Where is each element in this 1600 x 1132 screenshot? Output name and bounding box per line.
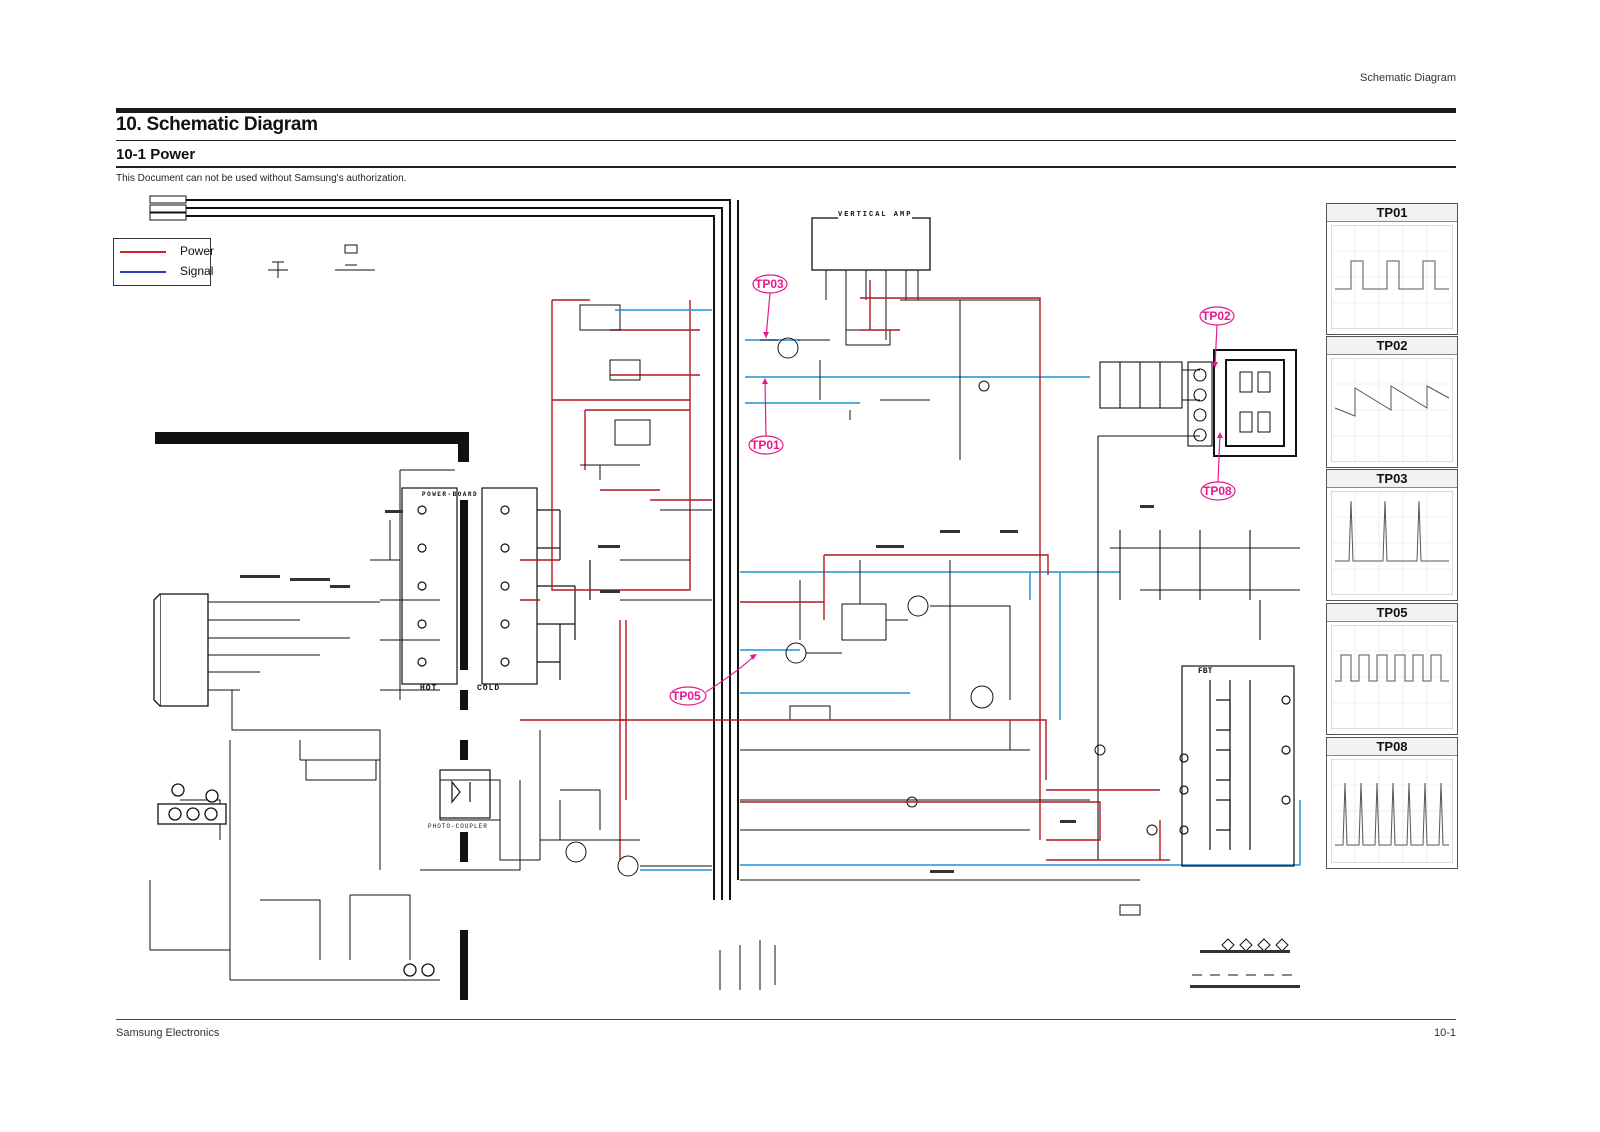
authorization-notice: This Document can not be used without Samsung's authorization. [116,173,407,184]
tp-marker-tp02: TP02 [1202,309,1231,323]
tp-marker-tp03: TP03 [755,277,784,291]
waveform-title-tp05: TP05 [1327,604,1457,622]
waveform-tp08 [1331,759,1453,863]
waveform-tp02 [1331,358,1453,462]
waveform-title-tp03: TP03 [1327,470,1457,488]
waveform-tp01 [1331,225,1453,329]
power-board-label: POWER-BOARD [422,491,479,498]
waveform-title-tp01: TP01 [1327,204,1457,222]
waveform-tp05 [1331,625,1453,729]
legend-label-power: Power [180,244,215,258]
waveform-panel-tp01 [1326,203,1458,335]
waveform-tp03 [1331,491,1453,595]
cold-label: COLD [477,684,501,693]
hot-label: HOT [420,684,438,693]
waveform-panel-tp08 [1326,737,1458,869]
page-title: 10. Schematic Diagram [116,114,318,135]
fbt-label: FBT [1198,667,1213,676]
legend-label-signal: Signal [180,264,214,278]
section-subtitle: 10-1 Power [116,146,196,163]
header-section-label: Schematic Diagram [1360,72,1456,84]
tp-marker-tp08: TP08 [1203,484,1232,498]
waveform-title-tp02: TP02 [1327,337,1457,355]
photo-coupler-label: PHOTO-COUPLER [428,823,488,830]
footer-company: Samsung Electronics [116,1027,220,1039]
tp-marker-tp05: TP05 [672,689,701,703]
waveform-panel-tp05 [1326,603,1458,735]
waveform-panel-tp02 [1326,336,1458,468]
waveform-panel-tp03 [1326,469,1458,601]
footer-page-number: 10-1 [1433,1027,1456,1039]
waveform-title-tp08: TP08 [1327,738,1457,756]
footer-rule [116,1019,1456,1020]
tp-marker-tp01: TP01 [751,438,780,452]
vertical-amp-label: VERTICAL AMP [838,211,913,219]
